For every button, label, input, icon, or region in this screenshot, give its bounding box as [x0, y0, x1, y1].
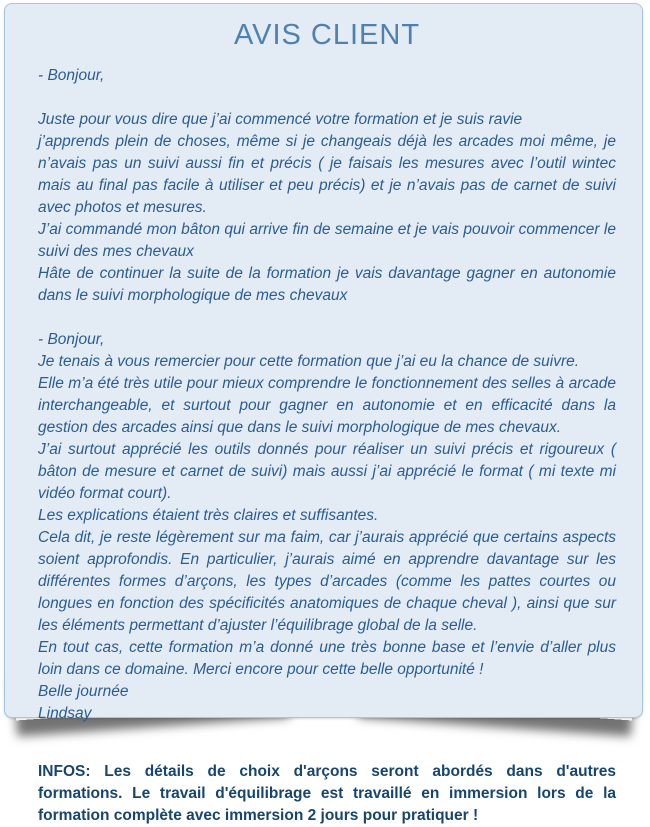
avis-client-card: [4, 3, 643, 824]
testimonial-1-paragraph: J’ai commandé mon bâton qui arrive fin de semaine et je vais pouvoir commencer le suivi des mes chevaux: [38, 221, 616, 260]
testimonial-1-paragraph: Juste pour vous dire que j’ai commencé votre formation et je suis ravie: [38, 111, 523, 128]
card-title: AVIS CLIENT: [233, 19, 421, 51]
paragraph-spacer: [38, 725, 616, 747]
card-body: [38, 65, 616, 827]
testimonial-1-paragraph: Hâte de continuer la suite de la formation je vais davantage gagner en autonomie dans le suivi morphologique de mes chevaux: [38, 265, 616, 304]
testimonial-2-paragraph: Je tenais à vous remercier pour cette formation que j’ai eu la chance de suivre.: [38, 353, 580, 370]
testimonial-2-signoff: Belle journée: [38, 683, 129, 700]
paragraph-spacer: [38, 87, 616, 109]
testimonial-2-paragraph: Elle m’a été très utile pour mieux comprendre le fonctionnement des selles à arcade interchangeable, et surtout pour gagner en autonomie et en efficacité dans la gestion des arcades ainsi que dans le suivi morphologique de mes chevaux.: [38, 375, 616, 436]
testimonial-1-greeting: - Bonjour,: [38, 67, 105, 84]
testimonial-2-paragraph: Les explications étaient très claires et suffisantes.: [38, 507, 379, 524]
testimonial-2-greeting: - Bonjour,: [38, 331, 105, 348]
testimonial-1-paragraph: j’apprends plein de choses, même si je changeais déjà les arcades moi même, je n’avais pas un suivi aussi fin et précis ( je faisais les mesures avec l’outil wintec mais au final pas facile à utiliser et peu précis) et je n’avais pas de carnet de suivi avec photos et mesures.: [38, 133, 616, 216]
page: [0, 3, 650, 824]
testimonial-2-signature: Lindsay: [38, 705, 92, 722]
paragraph-spacer: [38, 307, 616, 329]
testimonial-2-paragraph: En tout cas, cette formation m’a donné une très bonne base et l’envie d’aller plus loin dans ce domaine. Merci encore pour cette belle opportunité !: [38, 639, 616, 678]
testimonial-2-paragraph: J’ai surtout apprécié les outils donnés pour réaliser un suivi précis et rigoureux ( bâton de mesure et carnet de suivi) mais aussi j’ai apprécié le format ( mi texte mi vidéo format court).: [38, 441, 616, 502]
info-note: INFOS: Les détails de choix d'arçons seront abordés dans d'autres formations. Le travail d'équilibrage est travaillé en immersion lors de la formation complète avec immersion 2 jours pour pratiquer !: [38, 763, 616, 824]
testimonial-2-paragraph: Cela dit, je reste légèrement sur ma faim, car j’aurais apprécié que certains aspects soient approfondis. En particulier, j’aurais aimé en apprendre davantage sur les différentes formes d’arçons, les types d’arcades (comme les pattes courtes ou longues en fonction des spécificités anatomiques de chaque cheval ), ainsi que sur les éléments permettant d’ajuster l’équilibrage global de la selle.: [38, 529, 616, 634]
